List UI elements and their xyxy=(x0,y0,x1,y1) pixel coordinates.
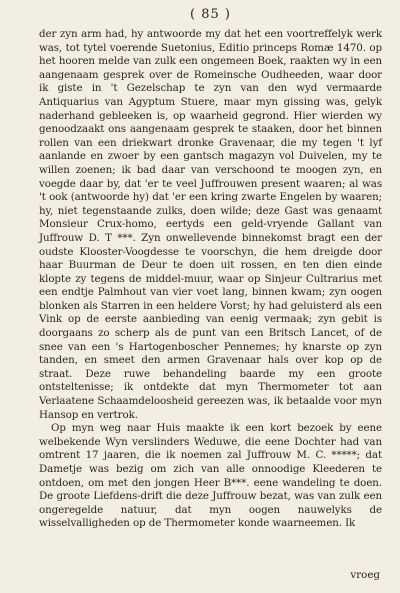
body-text xyxy=(39,28,382,531)
catchword: vroeg xyxy=(350,569,380,582)
paragraph-2: Op myn weg naar Huis maakte ik een kort bezoek by eene welbekende Wyn verslinders Weduwe, die eene Dochter had van omtrent 17 jaaren, die ik noemen zal Juffrouw M. C. *****; dat Dametje was bezig om zich van alle onnoodige Kleederen te ontdoen, om met den jongen Heer B***. eene wandeling te doen. De groote Liefdens-drift die deze Juffrouw bezat, was van zulk een ongeregelde natuur, dat myn oogen nauwelyks de wisselvalligheden op de Thermometer konde waarneemen. Ik xyxy=(39,422,382,530)
page-number: ( 85 ) xyxy=(190,7,231,22)
paragraph-1: der zyn arm had, hy antwoorde my dat het een voortreffelyk werk was, tot tytel voerende Suetonius, Editio princeps Romæ 1470. op het hooren melde van zulk een ongemeen Boek, raakten wy in een aangenaam gesprek over de Romeinsche Oudheeden, waar door ik giste in 't Gezelschap te zyn van den wyd vermaarde Antiquarius van Agyptum Stuere, maar myn gissing was, gelyk naderhand gebleeken is, op waarheid gegrond. Hier wierden wy genoodzaakt ons aangenaam gesprek te staaken, door het binnen rollen van een driekwart dronke Gravenaar, die my tegen 't lyf aanlande en zwoer by een gantsch magazyn vol Duivelen, my te willen zoenen; ik bad daar van verschoond te moogen zyn, en voegde daar by, dat 'er te veel Juffrouwen present waaren; al was 't ook (antwoorde hy) dat 'er een kring zwarte Engelen by waaren; hy, niet tegenstaande zulks, doen wilde; deze Gast was genaamt Monsieur Crux-homo, eertyds een geld-vryende Gallant van Juffrouw D. T ***. Zyn onwellevende binnekomst bragt een der oudste Klooster-Voogdesse te voorschyn, die hem dreigde door haar Buurman de Deur te doen uit rossen, en ten dien einde klopte zy tegens de middel-muur, waar op Sinjeur Cultrarius met een endtje Palmhout van vier voet lang, binnen kwam; zyn oogen blonken als Starren in een heldere Vorst; hy had geluisterd als een Vink op de eerste aanbieding van eenig vermaak; zyn gebit is doorgaans zo scherp als de punt van een Britsch Lancet, of de snee van een 's Hartogenboscher Pennemes; hy knarste op zyn tanden, en smeet den armen Gravenaar hals over kop op de straat. Deze ruwe behandeling baarde my een groote ontsteltenisse; ik ontdekte dat myn Thermometer tot aan Verlaatene Schaamdeloosheid gereezen was, ik betaalde voor myn Hansop en vertrok. xyxy=(39,28,382,421)
